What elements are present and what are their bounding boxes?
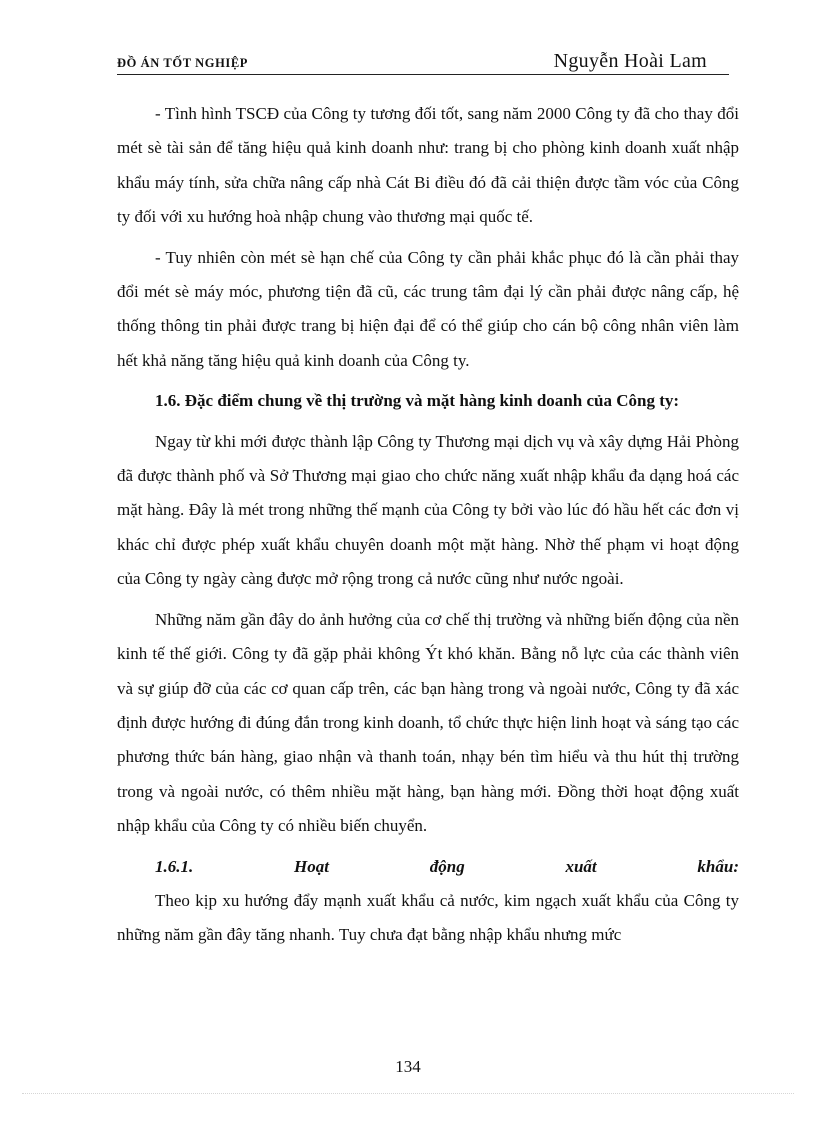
document-body [117, 97, 739, 953]
subsection-word: Hoạt [294, 856, 329, 876]
subsection-word: xuất [565, 856, 597, 876]
subsection-word: khẩu: [697, 856, 739, 876]
subsection-heading-1-6-1 [117, 850, 739, 884]
paragraph-fixed-assets: - Tình hình TSCĐ của Công ty tương đối tốt, sang năm 2000 Công ty đã cho thay đổi mét sè tài sản để tăng hiệu quả kinh doanh như: trang bị cho phòng kinh doanh xuất nhập khẩu máy tính, sửa chữa nâng cấp nhà Cát Bi điều đó đã cải thiện được tầm vóc của Công ty đối với xu hướng hoà nhập chung vào thương mại quốc tế. [117, 104, 739, 227]
section-heading-1-6: 1.6. Đặc điểm chung về thị trường và mặt hàng kinh doanh của Công ty: [155, 391, 680, 411]
page-bottom-divider [22, 1093, 794, 1094]
paragraph-limitations: - Tuy nhiên còn mét sè hạn chế của Công ty cần phải khắc phục đó là cần phải thay đổi mét sè máy móc, phương tiện đã cũ, các trung tâm đại lý cần phải được nâng cấp, hệ thống thông tin phải được trang bị hiện đại để có thể giúp cho cán bộ công nhân viên làm hết khả năng tăng hiệu quả kinh doanh của Công ty. [117, 247, 739, 370]
paragraph-export: Theo kịp xu hướng đẩy mạnh xuất khẩu cả nước, kim ngạch xuất khẩu của Công ty những năm gần đây tăng nhanh. Tuy chưa đạt bằng nhập khẩu nhưng mức [117, 890, 739, 945]
subsection-word: động [429, 856, 465, 876]
paragraph-recent-years: Những năm gần đây do ảnh hưởng của cơ chế thị trường và những biến động của nền kinh tế thế giới. Công ty đã gặp phải không Ýt khó khăn. Bằng nỗ lực của các thành viên và sự giúp đỡ của các cơ quan cấp trên, các bạn hàng trong và ngoài nước, Công ty đã xác định được hướng đi đúng đắn trong kinh doanh, tổ chức thực hiện linh hoạt và sáng tạo các phương thức bán hàng, giao nhận và thanh toán, nhạy bén tìm hiểu và thu hút thị trường trong và ngoài nước, có thêm nhiều mặt hàng, bạn hàng mới. Đồng thời hoạt động xuất nhập khẩu của Công ty có nhiều biến chuyển. [117, 609, 739, 836]
page-number: 134 [395, 1057, 421, 1076]
document-title: ĐỒ ÁN TỐT NGHIỆP [117, 56, 249, 70]
paragraph-founding: Ngay từ khi mới được thành lập Công ty Thương mại dịch vụ và xây dựng Hải Phòng đã được thành phố và Sở Thương mại giao cho chức năng xuất nhập khẩu đa dạng hoá các mặt hàng. Đây là mét trong những thế mạnh của Công ty bởi vào lúc đó hầu hết các đơn vị khác chỉ được phép xuất khẩu chuyên doanh một mặt hàng. Nhờ thế phạm vi hoạt động của Công ty ngày càng được mở rộng trong cả nước cũng như nước ngoài. [117, 431, 739, 589]
author-name: Nguyễn Hoài Lam [553, 50, 707, 72]
page-header [117, 46, 729, 75]
subsection-number: 1.6.1. [155, 856, 194, 876]
